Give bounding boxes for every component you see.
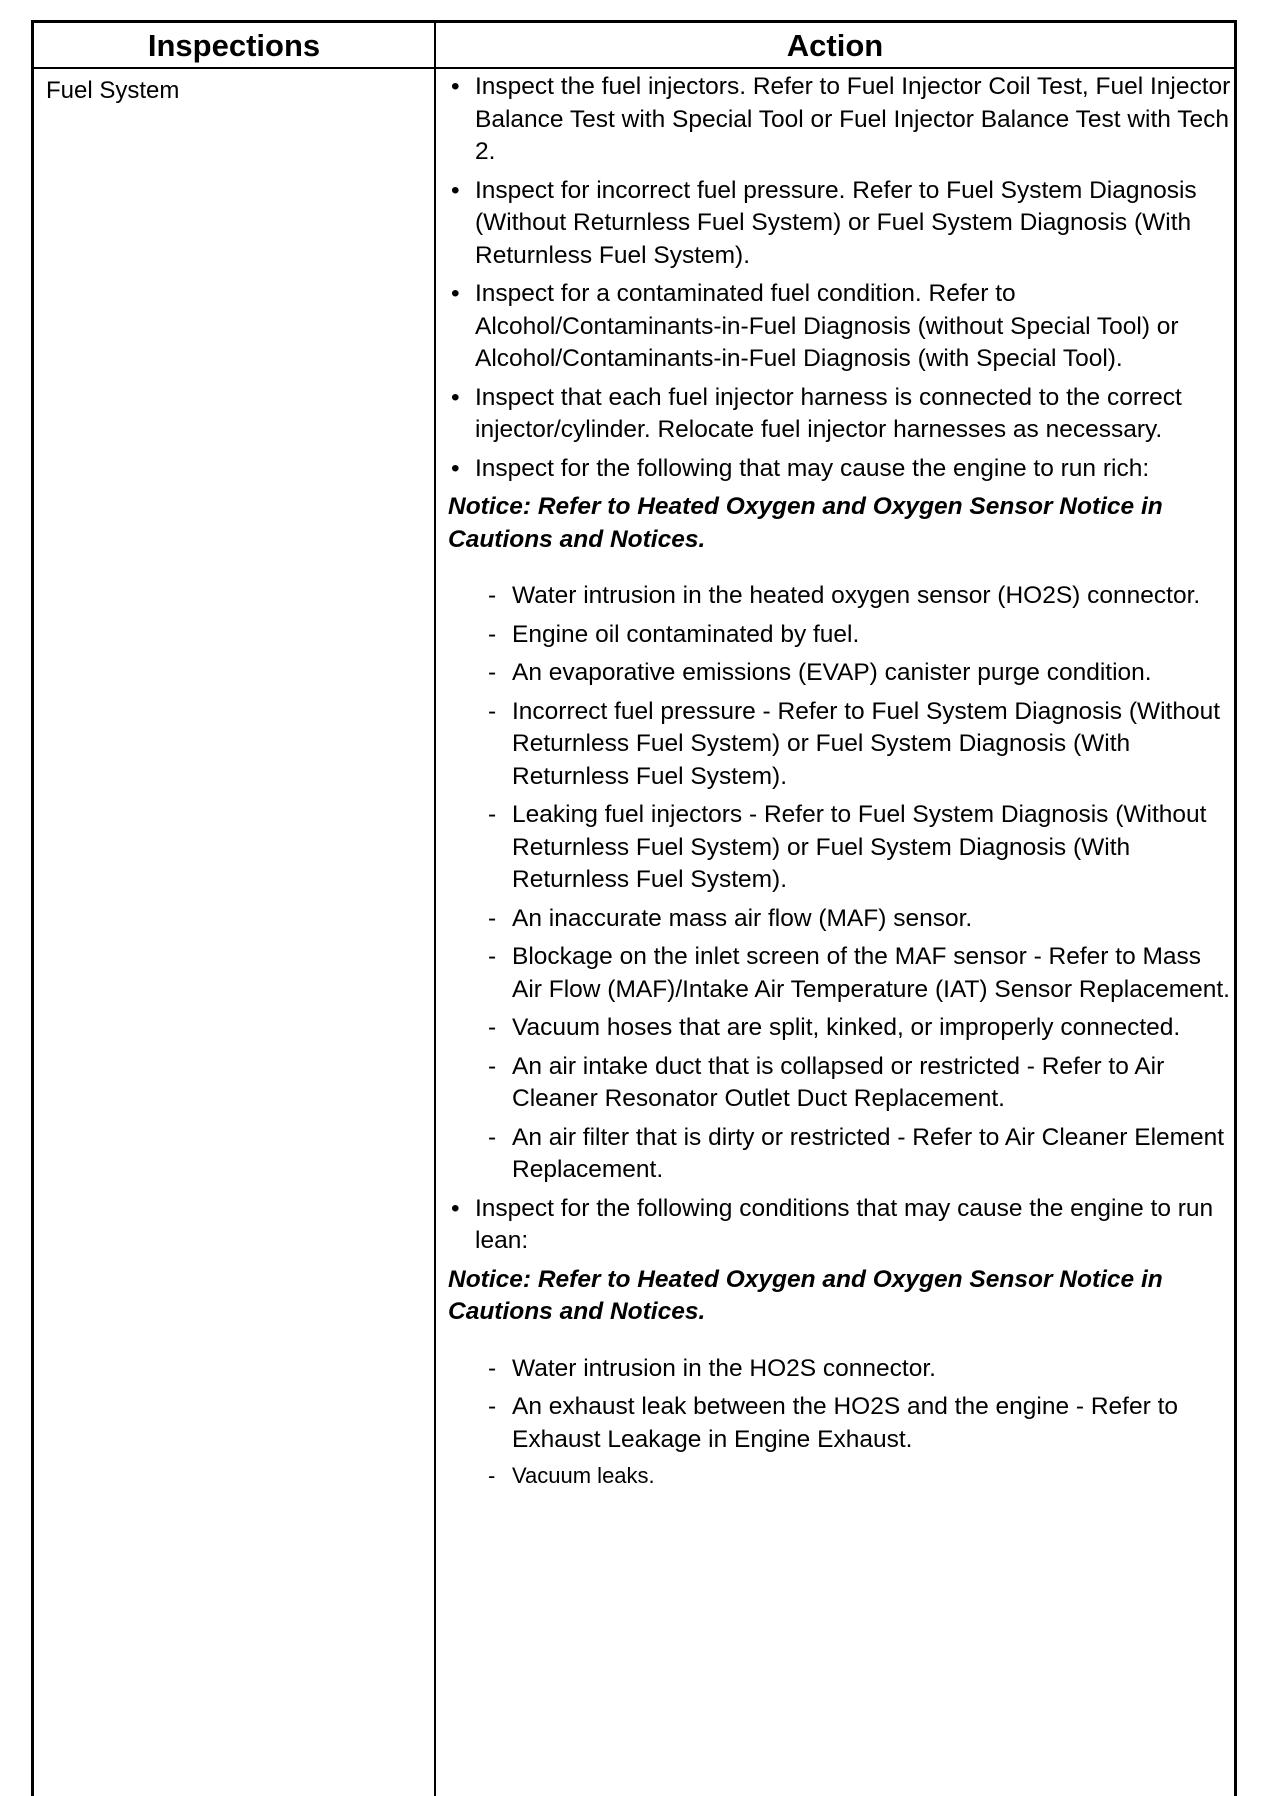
notice-rich: Notice: Refer to Heated Oxygen and Oxygen Sensor Notice in Cautions and Notices. xyxy=(448,493,1163,553)
action-bullet: • Inspect the fuel injectors. Refer to Fuel Injector Coil Test, Fuel Injector Balance Test with Special Tool or Fuel Injector Balance Test with Tech 2. xyxy=(448,71,1236,169)
notice-lean: Notice: Refer to Heated Oxygen and Oxygen Sensor Notice in Cautions and Notices. xyxy=(448,1265,1163,1325)
column-divider xyxy=(434,23,436,1796)
action-bullet-lean: • Inspect for the following conditions that may cause the engine to run lean: xyxy=(448,1193,1236,1258)
rich-cause-item: - An air intake duct that is collapsed or restricted - Refer to Air Cleaner Resonator Outlet Duct Replacement. xyxy=(448,1051,1236,1116)
action-cell xyxy=(448,71,1236,1496)
rich-cause-item: - An evaporative emissions (EVAP) canister purge condition. xyxy=(448,657,1236,690)
rich-cause-item: - Engine oil contaminated by fuel. xyxy=(448,619,1236,652)
inspection-table xyxy=(31,20,1237,1796)
rich-cause-item: - Vacuum hoses that are split, kinked, or improperly connected. xyxy=(448,1012,1236,1045)
header-inspections: Inspections xyxy=(147,28,321,63)
rich-cause-item: - Leaking fuel injectors - Refer to Fuel System Diagnosis (Without Returnless Fuel System) or Fuel System Diagnosis (With Returnless Fuel System). xyxy=(448,799,1236,897)
action-bullet: • Inspect that each fuel injector harness is connected to the correct injector/cylinder. Relocate fuel injector harnesses as necessary. xyxy=(448,382,1236,447)
lean-cause-item: - An exhaust leak between the HO2S and the engine - Refer to Exhaust Leakage in Engine Exhaust. xyxy=(448,1391,1236,1456)
rich-cause-item: - Water intrusion in the heated oxygen sensor (HO2S) connector. xyxy=(448,580,1236,613)
rich-cause-item: - Blockage on the inlet screen of the MAF sensor - Refer to Mass Air Flow (MAF)/Intake Air Temperature (IAT) Sensor Replacement. xyxy=(448,941,1236,1006)
action-bullet: • Inspect for a contaminated fuel condition. Refer to Alcohol/Contaminants-in-Fuel Diagnosis (without Special Tool) or Alcohol/Contaminants-in-Fuel Diagnosis (with Special Tool). xyxy=(448,278,1236,376)
lean-cause-item: - Water intrusion in the HO2S connector. xyxy=(448,1353,1236,1386)
table-header-row xyxy=(34,23,1234,69)
lean-cause-item: - Vacuum leaks. xyxy=(448,1462,1236,1490)
action-bullet: • Inspect for the following that may cause the engine to run rich: xyxy=(448,453,1236,486)
header-action: Action xyxy=(786,28,884,63)
rich-cause-item: - An inaccurate mass air flow (MAF) sensor. xyxy=(448,903,1236,936)
action-bullet: • Inspect for incorrect fuel pressure. Refer to Fuel System Diagnosis (Without Returnless Fuel System) or Fuel System Diagnosis (With Returnless Fuel System). xyxy=(448,175,1236,273)
inspection-fuel-system: Fuel System xyxy=(46,77,180,104)
rich-cause-item: - An air filter that is dirty or restricted - Refer to Air Cleaner Element Replacement. xyxy=(448,1122,1236,1187)
rich-cause-item: - Incorrect fuel pressure - Refer to Fuel System Diagnosis (Without Returnless Fuel System) or Fuel System Diagnosis (With Returnless Fuel System). xyxy=(448,696,1236,794)
